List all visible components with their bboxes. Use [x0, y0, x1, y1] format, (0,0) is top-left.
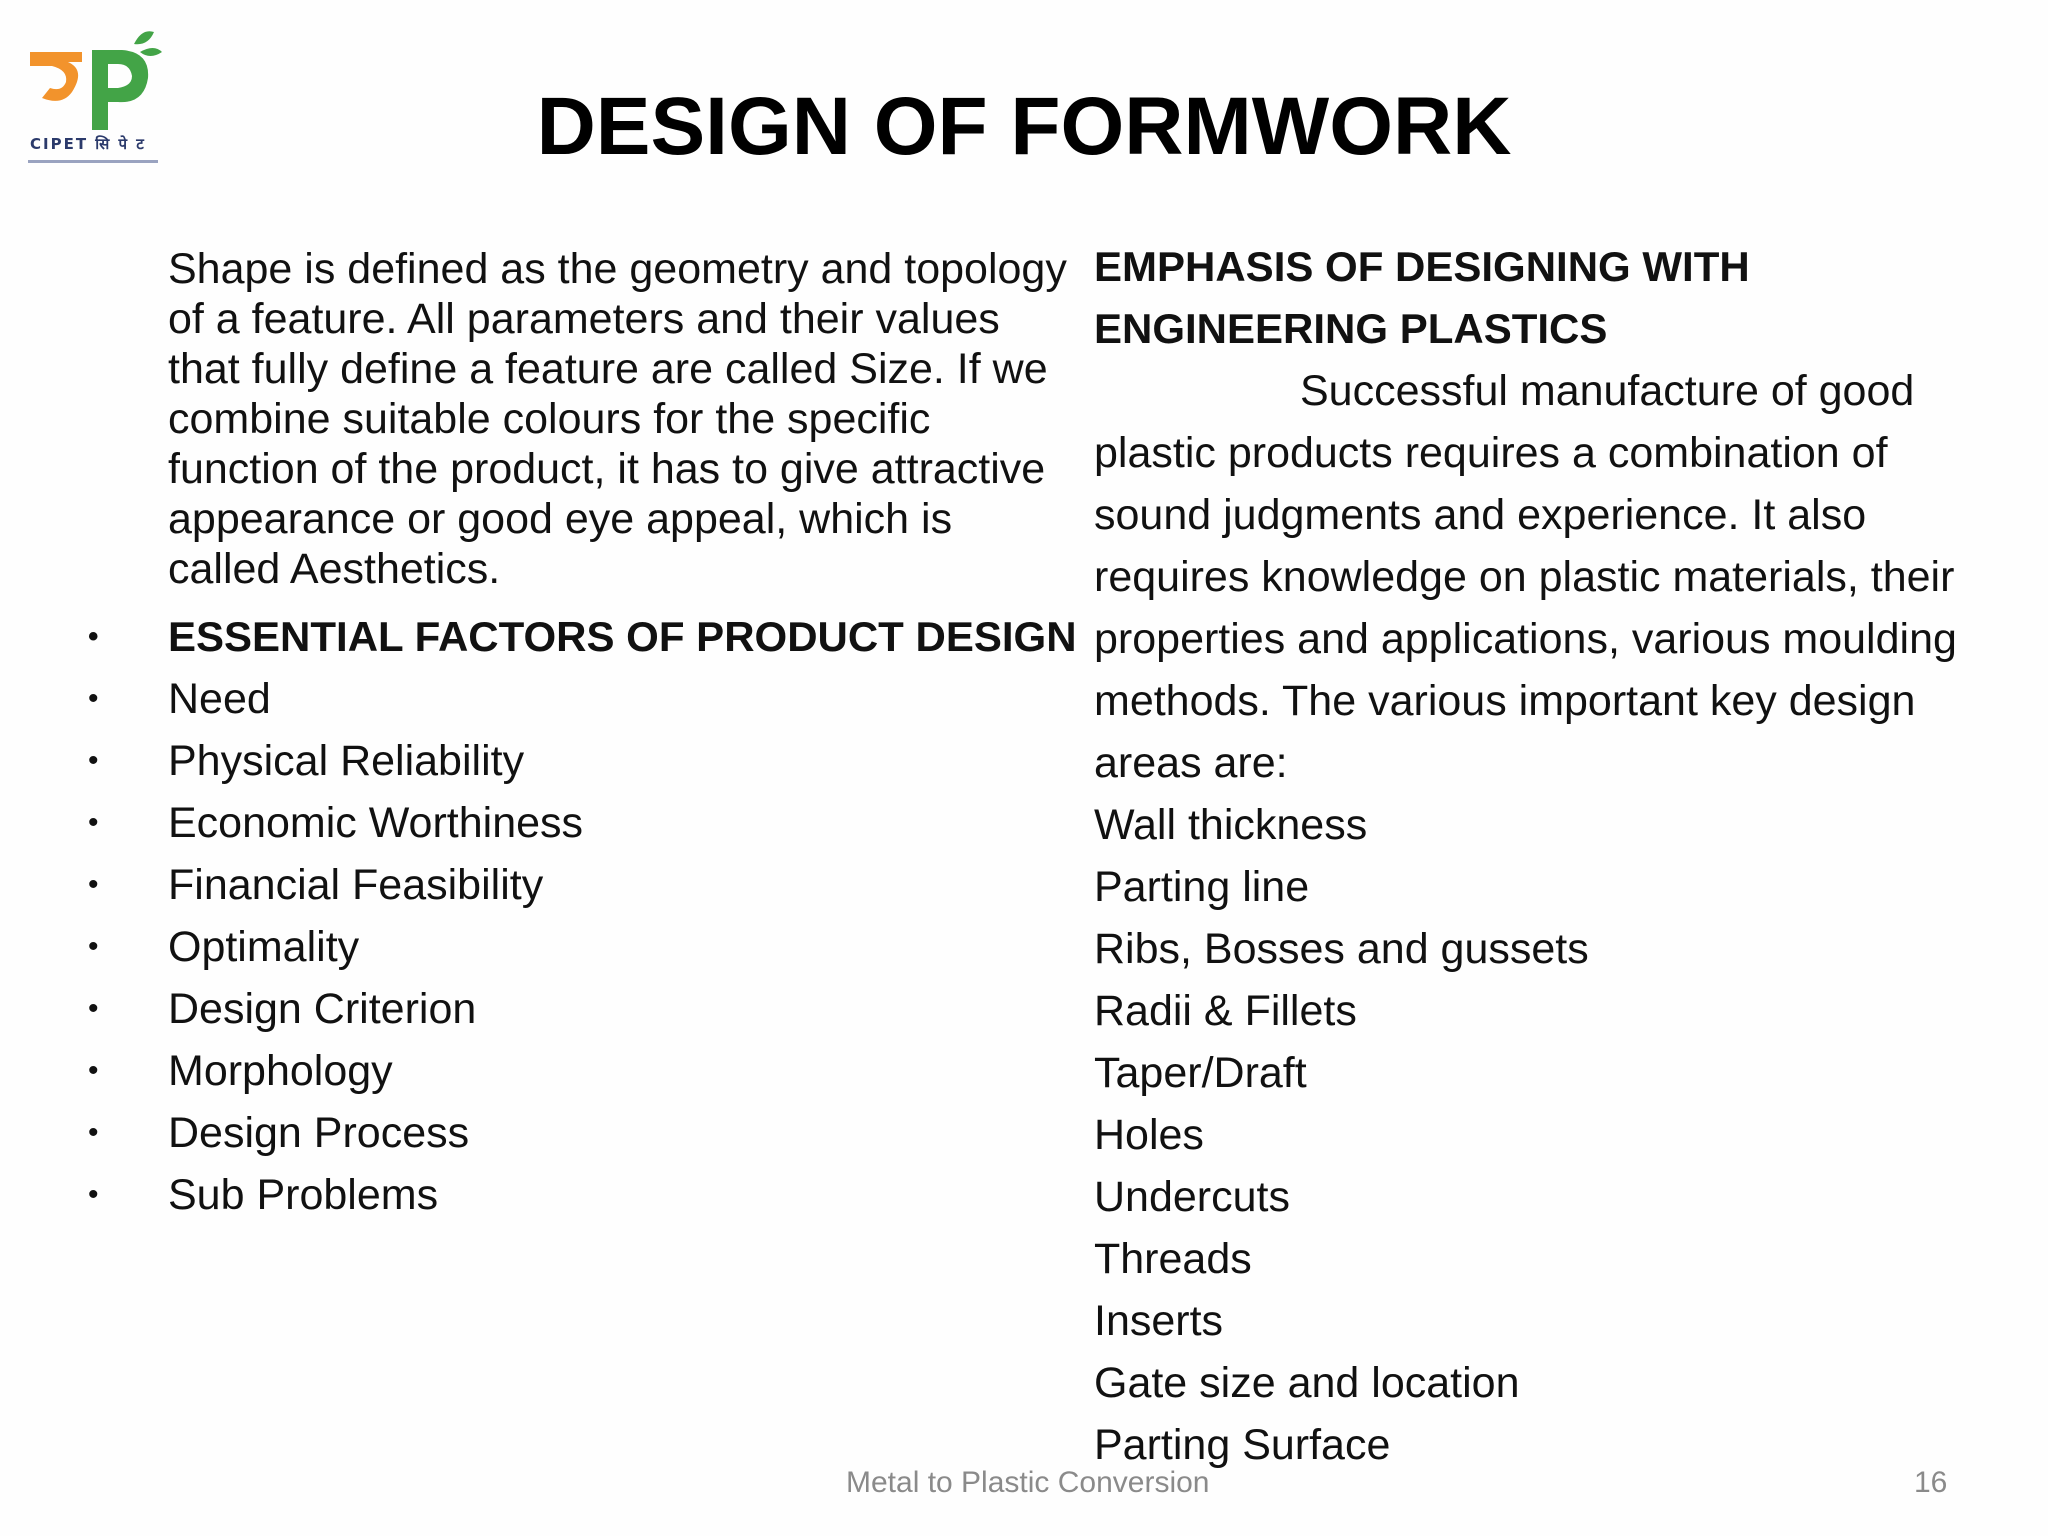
emphasis-paragraph: Successful manufacture of good plastic products requires a combination of sound judgments and experience. It also requires knowledge on plastic materials, their properties and applications, various moulding methods. The various important key design areas are:: [1094, 367, 1957, 787]
list-item: Gate size and location: [1094, 1359, 1520, 1407]
list-item: [88, 730, 1068, 792]
bullet-icon: •: [88, 682, 99, 715]
right-column: [1094, 236, 2014, 1476]
bullet-icon: •: [88, 930, 99, 963]
logo-caption: CIPET सि पे ट: [30, 135, 146, 153]
list-item: Holes: [1094, 1111, 1204, 1159]
list-item: [88, 1164, 1068, 1226]
list-item: [88, 606, 1077, 668]
factor-label: Design Process: [168, 1109, 470, 1157]
bullet-icon: •: [88, 1178, 99, 1211]
list-item: Wall thickness: [1094, 801, 1368, 849]
slide-title: DESIGN OF FORMWORK: [536, 81, 1512, 172]
list-item: Ribs, Bosses and gussets: [1094, 925, 1589, 973]
list-item: Threads: [1094, 1235, 1252, 1283]
factor-label: Need: [168, 675, 271, 723]
list-item: Radii & Fillets: [1094, 987, 1357, 1035]
bullet-icon: •: [88, 1116, 99, 1149]
list-item: Undercuts: [1094, 1173, 1290, 1221]
bullet-icon: •: [88, 1054, 99, 1087]
list-item: [88, 1102, 1068, 1164]
factor-label: Optimality: [168, 923, 360, 971]
intro-paragraph: Shape is defined as the geometry and topology of a feature. All parameters and their values that fully define a feature are called Size. If we combine suitable colours for the specific function of the product, it has to give attractive appearance or good eye appeal, which is called Aesthetics.: [168, 245, 1067, 593]
list-item: Parting Surface: [1094, 1421, 1391, 1469]
list-item: [88, 668, 1068, 730]
list-item: Parting line: [1094, 863, 1310, 911]
list-item: Taper/Draft: [1094, 1049, 1307, 1097]
factors-list: [88, 606, 1077, 1226]
bullet-icon: •: [88, 992, 99, 1025]
list-item: [88, 978, 1068, 1040]
factors-heading: ESSENTIAL FACTORS OF PRODUCT DESIGN: [168, 613, 1077, 660]
factor-label: Physical Reliability: [168, 737, 525, 785]
list-item: [88, 916, 1068, 978]
emphasis-heading: EMPHASIS OF DESIGNING WITH ENGINEERING PLASTICS: [1094, 243, 1750, 352]
list-item: [88, 792, 1068, 854]
list-item: Inserts: [1094, 1297, 1224, 1345]
factor-label: Financial Feasibility: [168, 861, 544, 909]
factor-label: Sub Problems: [168, 1171, 439, 1219]
factor-label: Design Criterion: [168, 985, 477, 1033]
bullet-icon: •: [88, 806, 99, 839]
factor-label: Economic Worthiness: [168, 799, 584, 847]
left-column: [88, 244, 1077, 1219]
page-number: 16: [1914, 1466, 1948, 1499]
bullet-icon: •: [88, 744, 99, 777]
design-areas-list: [1094, 794, 2014, 1476]
footer-text: Metal to Plastic Conversion: [846, 1466, 1210, 1499]
factor-label: Morphology: [168, 1047, 393, 1095]
bullet-icon: •: [88, 868, 99, 901]
list-item: [88, 854, 1068, 916]
list-item: [88, 1040, 1068, 1102]
bullet-icon: •: [88, 620, 99, 653]
